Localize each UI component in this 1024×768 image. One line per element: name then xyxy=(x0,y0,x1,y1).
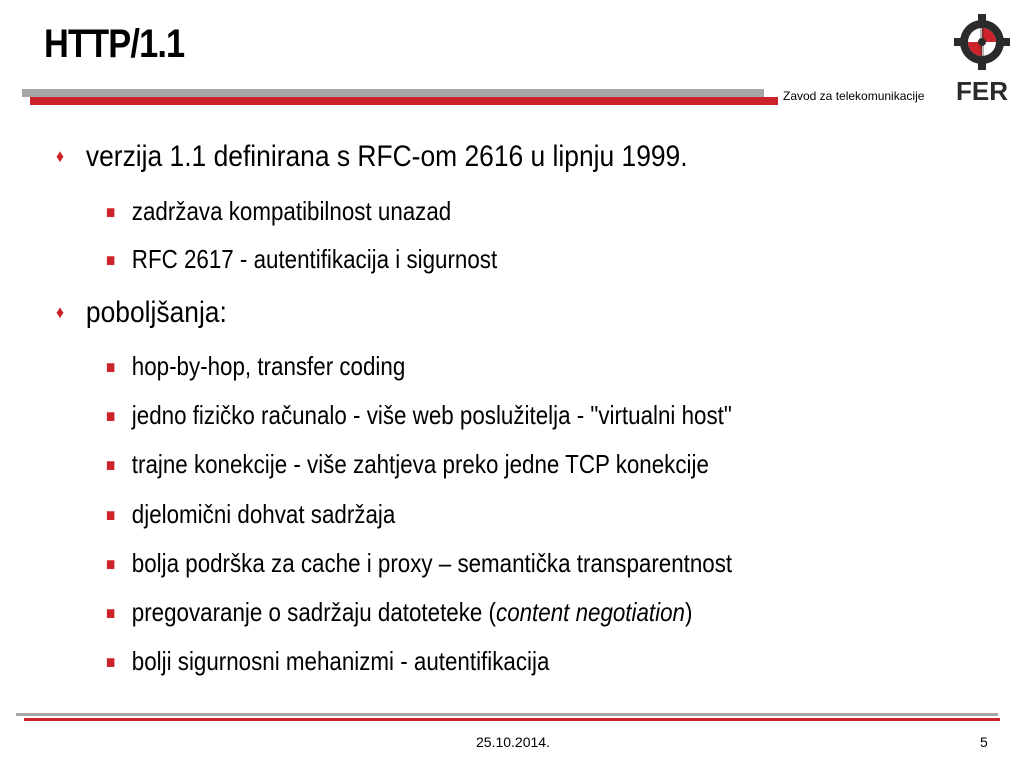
bullet-text-before: pregovaranje o sadržaju datoteteke ( xyxy=(131,597,497,627)
bullet-text: djelomični dohvat sadržaja xyxy=(131,499,396,529)
bullet-text: bolja podrška za cache i proxy – semantička transparentnost xyxy=(131,548,733,578)
square-bullet-icon: ■ xyxy=(106,202,116,222)
bullet-level2 xyxy=(106,400,732,431)
bullet-level2 xyxy=(106,548,732,579)
bullet-level2 xyxy=(106,244,497,275)
square-bullet-icon: ■ xyxy=(106,554,116,574)
square-bullet-icon: ■ xyxy=(106,455,116,475)
square-bullet-icon: ■ xyxy=(106,406,116,426)
bullet-text-italic: content negotiation xyxy=(496,597,685,627)
footer-date: 25.10.2014. xyxy=(476,734,550,750)
department-label: Zavod za telekomunikacije xyxy=(783,89,925,103)
bullet-level2 xyxy=(106,196,451,227)
footer-rule-gray xyxy=(16,713,998,716)
diamond-bullet-icon: ♦ xyxy=(56,146,65,166)
footer-rule-red xyxy=(24,718,1000,721)
square-bullet-icon: ■ xyxy=(106,652,116,672)
bullet-level1 xyxy=(56,140,688,174)
bullet-level2 xyxy=(106,597,692,628)
bullet-level1 xyxy=(56,296,227,330)
bullet-level2 xyxy=(106,646,549,677)
bullet-text: trajne konekcije - više zahtjeva preko jedne TCP konekcije xyxy=(131,449,709,479)
bullet-level2 xyxy=(106,499,395,530)
bullet-text: RFC 2617 - autentifikacija i sigurnost xyxy=(131,244,498,274)
square-bullet-icon: ■ xyxy=(106,357,116,377)
bullet-text: hop-by-hop, transfer coding xyxy=(131,351,406,381)
square-bullet-icon: ■ xyxy=(106,505,116,525)
bullet-text: verzija 1.1 definirana s RFC-om 2616 u lipnju 1999. xyxy=(85,140,688,173)
diamond-bullet-icon: ♦ xyxy=(56,302,65,322)
bullet-text: bolji sigurnosni mehanizmi - autentifikacija xyxy=(131,646,550,676)
slide-title: HTTP/1.1 xyxy=(44,22,185,66)
bullet-level2 xyxy=(106,351,405,382)
bullet-text: poboljšanja: xyxy=(85,296,227,329)
page-number: 5 xyxy=(980,734,988,750)
bullet-text: zadržava kompatibilnost unazad xyxy=(131,196,452,226)
bullet-level2 xyxy=(106,449,709,480)
square-bullet-icon: ■ xyxy=(106,250,116,270)
fer-logo-text: FER xyxy=(956,76,1008,106)
bullet-text-after: ) xyxy=(684,597,693,627)
square-bullet-icon: ■ xyxy=(106,603,116,623)
bullet-text: jedno fizičko računalo - više web poslužitelja - "virtualni host" xyxy=(131,400,732,430)
